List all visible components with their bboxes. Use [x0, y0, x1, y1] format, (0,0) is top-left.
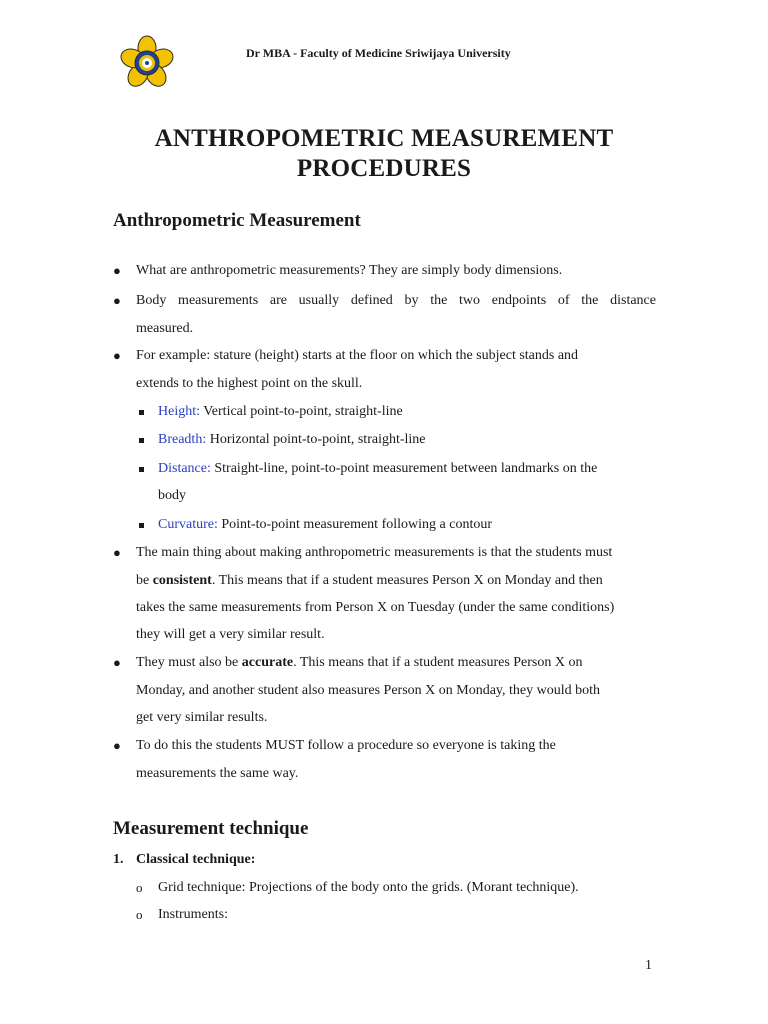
- numbered-item-number: 1.: [113, 852, 124, 867]
- square-bullet-icon: [139, 523, 144, 528]
- list-item: To do this the students MUST follow a procedure so everyone is taking the: [136, 738, 556, 753]
- emphasis-consistent: consistent: [152, 573, 212, 588]
- header-text: Dr MBA - Faculty of Medicine Sriwijaya University: [246, 46, 511, 60]
- sub-item-text: Vertical point-to-point, straight-line: [200, 404, 403, 419]
- circle-bullet-icon: o: [136, 907, 143, 922]
- sub-item: [158, 398, 658, 426]
- square-bullet-icon: [139, 467, 144, 472]
- list-item-continuation: measurements the same way.: [136, 766, 299, 781]
- sub-item: [158, 511, 658, 539]
- list-item: [136, 649, 656, 677]
- sub-item-continuation: body: [158, 488, 186, 503]
- title-line-2: PROCEDURES: [296, 155, 472, 182]
- sub-item: [158, 455, 658, 483]
- bullet-icon: ●: [113, 348, 121, 363]
- circle-bullet-icon: o: [136, 880, 143, 895]
- sub-item-text: Point-to-point measurement following a contour: [217, 517, 492, 532]
- list-item-continuation: measured.: [136, 321, 194, 336]
- list-item-continuation: [136, 567, 656, 595]
- numbered-item-label: Classical technique:: [136, 852, 256, 867]
- page-title: [0, 124, 768, 184]
- list-item: The main thing about making anthropometric measurements is that the students must: [136, 545, 613, 560]
- list-item: What are anthropometric measurements? They are simply body dimensions.: [136, 263, 563, 278]
- sub-item-text: Horizontal point-to-point, straight-line: [206, 432, 426, 447]
- bullet-icon: ●: [113, 263, 121, 278]
- text-segment: . This means that if a student measures Person X on Monday and then: [211, 573, 603, 588]
- section-heading: Anthropometric Measurement: [113, 210, 361, 231]
- list-item-continuation: they will get a very similar result.: [136, 627, 325, 642]
- sub-item: Grid technique: Projections of the body onto the grids. (Morant technique).: [158, 880, 579, 895]
- text-segment: be: [136, 573, 153, 588]
- sub-item-term: Curvature:: [158, 517, 218, 532]
- section-heading: Measurement technique: [113, 818, 309, 839]
- bullet-icon: ●: [113, 545, 121, 560]
- text-segment: . This means that if a student measures Person X on: [293, 655, 583, 670]
- page-number: 1: [645, 958, 652, 973]
- list-item-continuation: Monday, and another student also measures Person X on Monday, they would both: [136, 683, 600, 698]
- square-bullet-icon: [139, 410, 144, 415]
- title-line-1: ANTHROPOMETRIC MEASUREMENT: [154, 125, 614, 152]
- bullet-icon: ●: [113, 738, 121, 753]
- sub-item-term: Height:: [158, 404, 200, 419]
- emphasis-accurate: accurate: [241, 655, 294, 670]
- list-item: Body measurements are usually defined by the two endpoints of the distance: [136, 293, 656, 308]
- list-item-continuation: get very similar results.: [136, 710, 268, 725]
- list-item: For example: stature (height) starts at the floor on which the subject stands and: [136, 348, 579, 363]
- sub-item: [158, 426, 658, 454]
- list-item-continuation: takes the same measurements from Person X on Tuesday (under the same conditions): [136, 600, 615, 615]
- square-bullet-icon: [139, 438, 144, 443]
- university-logo: [120, 34, 174, 92]
- text-segment: They must also be: [136, 655, 242, 670]
- sub-item-text: Straight-line, point-to-point measurement between landmarks on the: [210, 461, 598, 476]
- list-item-continuation: extends to the highest point on the skull.: [136, 376, 363, 391]
- sub-item-term: Breadth:: [158, 432, 207, 447]
- sub-item-term: Distance:: [158, 461, 211, 476]
- bullet-icon: ●: [113, 655, 121, 670]
- bullet-icon: ●: [113, 293, 121, 308]
- sub-item: Instruments:: [158, 907, 228, 922]
